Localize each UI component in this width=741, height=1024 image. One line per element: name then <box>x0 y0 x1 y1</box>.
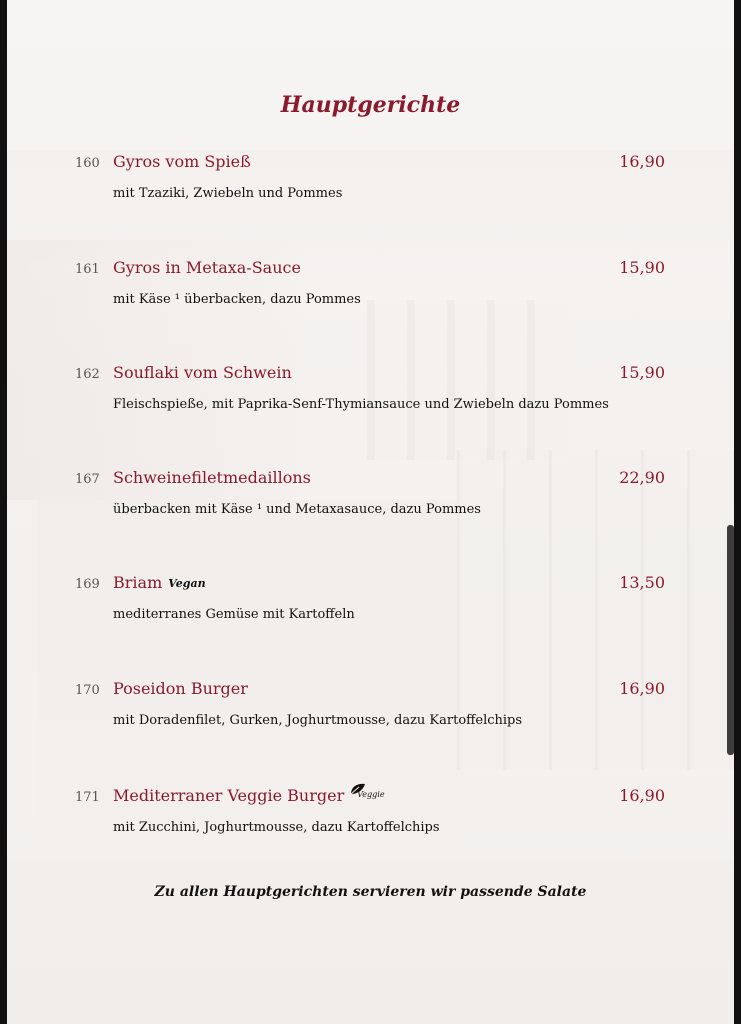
scrollbar[interactable] <box>727 525 734 755</box>
item-price: 16,90 <box>619 152 665 171</box>
footer-note: Zu allen Hauptgerichten servieren wir passende Salate <box>154 884 587 900</box>
item-number: 161 <box>75 262 100 277</box>
item-name: Briam <box>113 573 163 592</box>
item-number: 169 <box>75 577 100 592</box>
item-number: 167 <box>75 472 100 487</box>
item-description: mit Doradenfilet, Gurken, Joghurtmousse, dazu Kartoffelchips <box>113 713 523 728</box>
item-name: Schweinefiletmedaillons <box>113 468 311 487</box>
item-description: mit Zucchini, Joghurtmousse, dazu Kartoffelchips <box>113 820 440 835</box>
section-title: Hauptgerichte <box>280 92 461 118</box>
background-window <box>367 300 567 460</box>
item-name: Poseidon Burger <box>113 679 248 698</box>
item-number: 160 <box>75 156 100 171</box>
item-name-with-badge <box>113 573 206 592</box>
item-price: 13,50 <box>619 573 665 592</box>
item-price: 16,90 <box>619 679 665 698</box>
item-price: 16,90 <box>619 786 665 805</box>
item-number: 162 <box>75 367 100 382</box>
item-number: 171 <box>75 790 100 805</box>
item-name: Gyros in Metaxa-Sauce <box>113 258 301 277</box>
item-number: 170 <box>75 683 100 698</box>
item-description: mediterranes Gemüse mit Kartoffeln <box>113 607 355 622</box>
vegan-script-icon: Vegan <box>168 577 206 590</box>
item-price: 22,90 <box>619 468 665 487</box>
item-name-with-badge <box>113 786 385 806</box>
item-description: überbacken mit Käse ¹ und Metaxasauce, dazu Pommes <box>113 502 481 517</box>
veggie-leaf-icon: Veggie <box>349 786 379 806</box>
item-name: Mediterraner Veggie Burger <box>113 786 345 805</box>
item-name: Gyros vom Spieß <box>113 152 251 171</box>
item-name: Souflaki vom Schwein <box>113 363 292 382</box>
item-description: Fleischspieße, mit Paprika-Senf-Thymiansauce und Zwiebeln dazu Pommes <box>113 397 609 412</box>
item-description: mit Tzaziki, Zwiebeln und Pommes <box>113 186 343 201</box>
item-price: 15,90 <box>619 258 665 277</box>
item-description: mit Käse ¹ überbacken, dazu Pommes <box>113 292 361 307</box>
item-price: 15,90 <box>619 363 665 382</box>
